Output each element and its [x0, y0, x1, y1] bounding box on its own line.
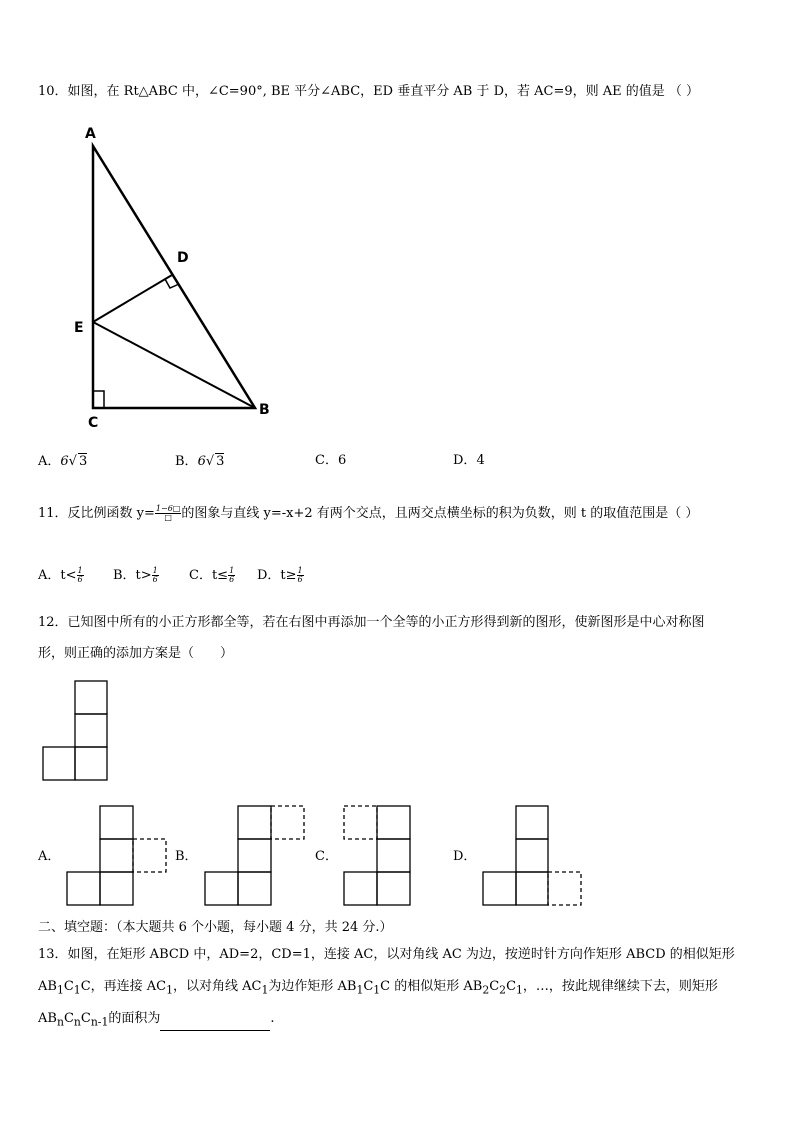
q12-option-c[interactable]: C．	[315, 849, 338, 864]
q10-option-a[interactable]: A．6√ 3	[38, 454, 88, 469]
q10-option-d[interactable]: D．4	[453, 453, 485, 468]
q11-option-a[interactable]: A．t< $\frac{1}{6}$	[38, 566, 83, 584]
q11-option-b[interactable]: B．t> $\frac{1}{6}$	[113, 566, 158, 584]
q12-stem-line2: 形，则正确的添加方案是（ ）	[38, 646, 234, 661]
q12-stem-line1: 12．已知图中所有的小正方形都全等，若在右图中再添加一个全等的小正方形得到新的图形，使新图形是中心对称图	[38, 615, 705, 630]
q13-line1: 13．如图，在矩形 ABCD 中，AD=2，CD=1，连接 AC，以对角线 AC 为边，按逆时针方向作矩形 ABCD 的相似矩形	[38, 947, 735, 962]
q12-option-a-figure	[67, 806, 166, 905]
label-a: A	[85, 126, 96, 142]
q10-stem: 10．如图，在 Rt△ABC 中，∠C=90°, BE 平分∠ABC，ED 垂直平分 AB 于 D，若 AC=9，则 AE 的值是 （ ）	[38, 84, 700, 99]
label-c: C	[88, 415, 99, 431]
q12-option-a[interactable]: A．	[38, 849, 61, 864]
q11-option-c[interactable]: C．t≤ $\frac{1}{6}$	[189, 566, 235, 584]
answer-blank[interactable]	[160, 1018, 270, 1031]
label-d: D	[177, 250, 189, 266]
q12-base-figure	[43, 681, 107, 780]
q12-option-d[interactable]: D．	[453, 849, 477, 864]
q12-option-b[interactable]: B．	[175, 849, 198, 864]
q11-stem: 11．反比例函数 y= $\frac{1-6□}{□}$ 的图象与直线 y=-x+2 有两个交点，且两交点横坐标的积为负数，则 t 的取值范围是（ ）	[38, 504, 699, 522]
q12-option-b-figure	[205, 806, 304, 905]
label-b: B	[259, 402, 270, 418]
label-e: E	[74, 320, 84, 336]
q13-line2: $AB_1C_1C$，再连接 $AC_1$，以对角线 $AC_1$为边作矩形 $AB_1C_1C$ 的相似矩形 $AB_2C_2C_1$，…，按此规律继续下去，则矩形	[38, 979, 718, 997]
q10-option-b[interactable]: B．6√ 3	[175, 454, 225, 469]
q10-option-c[interactable]: C．6	[315, 453, 347, 468]
q12-option-c-figure	[344, 806, 410, 905]
q12-option-d-figure	[483, 806, 581, 905]
section-heading: 二、填空题：（本大题共 6 个小题，每小题 4 分，共 24 分.）	[38, 920, 393, 935]
q13-line3: $AB_nC_nC_{n-1}$的面积为 .	[38, 1011, 275, 1029]
q11-option-d[interactable]: D．t≥ $\frac{1}{6}$	[257, 566, 303, 584]
